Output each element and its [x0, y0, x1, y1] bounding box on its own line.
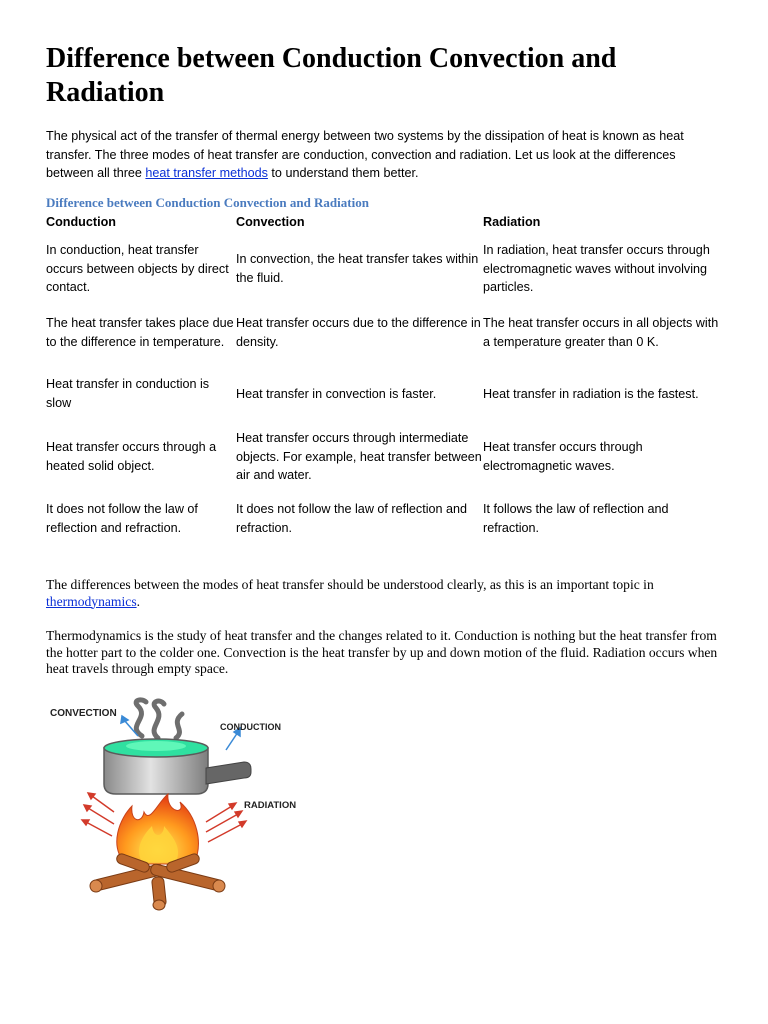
table-row: [46, 237, 726, 301]
table-row: [46, 491, 726, 547]
heat-transfer-illustration: [46, 696, 326, 911]
header-convection: Convection: [236, 215, 305, 229]
heat-transfer-diagram: [46, 696, 326, 911]
steam-icon: [136, 700, 182, 738]
intro-paragraph: [46, 127, 726, 183]
thermodynamics-paragraph: [46, 577, 726, 610]
page-title: Difference between Conduction Convection and Radiation: [46, 43, 617, 108]
p1-text-start: The differences between the modes of heat transfer should be understood clearly, as this is an important topic in: [46, 577, 654, 592]
cell-convection: Heat transfer occurs through intermediate objects. For example, heat transfer between air and water.: [236, 431, 482, 483]
cell-convection: Heat transfer in convection is faster.: [236, 386, 437, 401]
table-row: [46, 423, 726, 491]
table-caption: Difference between Conduction Convection and Radiation: [46, 195, 369, 210]
cell-convection: In convection, the heat transfer takes within the fluid.: [236, 252, 479, 285]
cell-conduction: It does not follow the law of reflection and refraction.: [46, 502, 198, 535]
cell-radiation: Heat transfer occurs through electromagnetic waves.: [483, 440, 643, 473]
cell-radiation: In radiation, heat transfer occurs through electromagnetic waves without involving particles.: [483, 243, 710, 295]
heat-transfer-methods-link[interactable]: heat transfer methods: [145, 166, 268, 181]
table-header-row: [46, 212, 726, 237]
intro-text-end: to understand them better.: [267, 166, 419, 181]
thermodynamics-link[interactable]: thermodynamics: [46, 593, 137, 609]
table-row: [46, 365, 726, 423]
cell-conduction: In conduction, heat transfer occurs between objects by direct contact.: [46, 243, 229, 295]
table-row: [46, 301, 726, 365]
cell-radiation: The heat transfer occurs in all objects with a temperature greater than 0 K.: [483, 316, 719, 349]
comparison-table: [46, 212, 726, 547]
convection-label: CONVECTION: [50, 708, 117, 719]
header-radiation: Radiation: [483, 215, 541, 229]
conduction-label: CONDUCTION: [220, 722, 281, 732]
definition-paragraph: Thermodynamics is the study of heat transfer and the changes related to it. Conduction is nothing but the heat transfer from the hotter part to the colder one. Convection is the heat transfer by up and down motion of the fluid. Radiation occurs when heat travels through empty space.: [46, 628, 718, 677]
p1-text-end: .: [136, 593, 141, 609]
cell-conduction: Heat transfer occurs through a heated solid object.: [46, 440, 217, 473]
cell-radiation: It follows the law of reflection and refraction.: [483, 502, 669, 535]
radiation-label: RADIATION: [244, 800, 297, 811]
header-conduction: Conduction: [46, 215, 116, 229]
intro-text-start: The physical act of the transfer of thermal energy between two systems by the dissipation of heat is known as heat transfer. The three modes of heat transfer are conduction, convection and radiation. Let us look at the differences between all three: [46, 129, 684, 181]
cell-conduction: The heat transfer takes place due to the difference in temperature.: [46, 316, 234, 349]
pot-icon: [104, 739, 251, 794]
cell-convection: It does not follow the law of reflection and refraction.: [236, 502, 468, 535]
fire-icon: [117, 794, 199, 864]
cell-conduction: Heat transfer in conduction is slow: [46, 377, 210, 410]
cell-radiation: Heat transfer in radiation is the fastest.: [483, 386, 699, 401]
cell-convection: Heat transfer occurs due to the difference in density.: [236, 316, 481, 349]
